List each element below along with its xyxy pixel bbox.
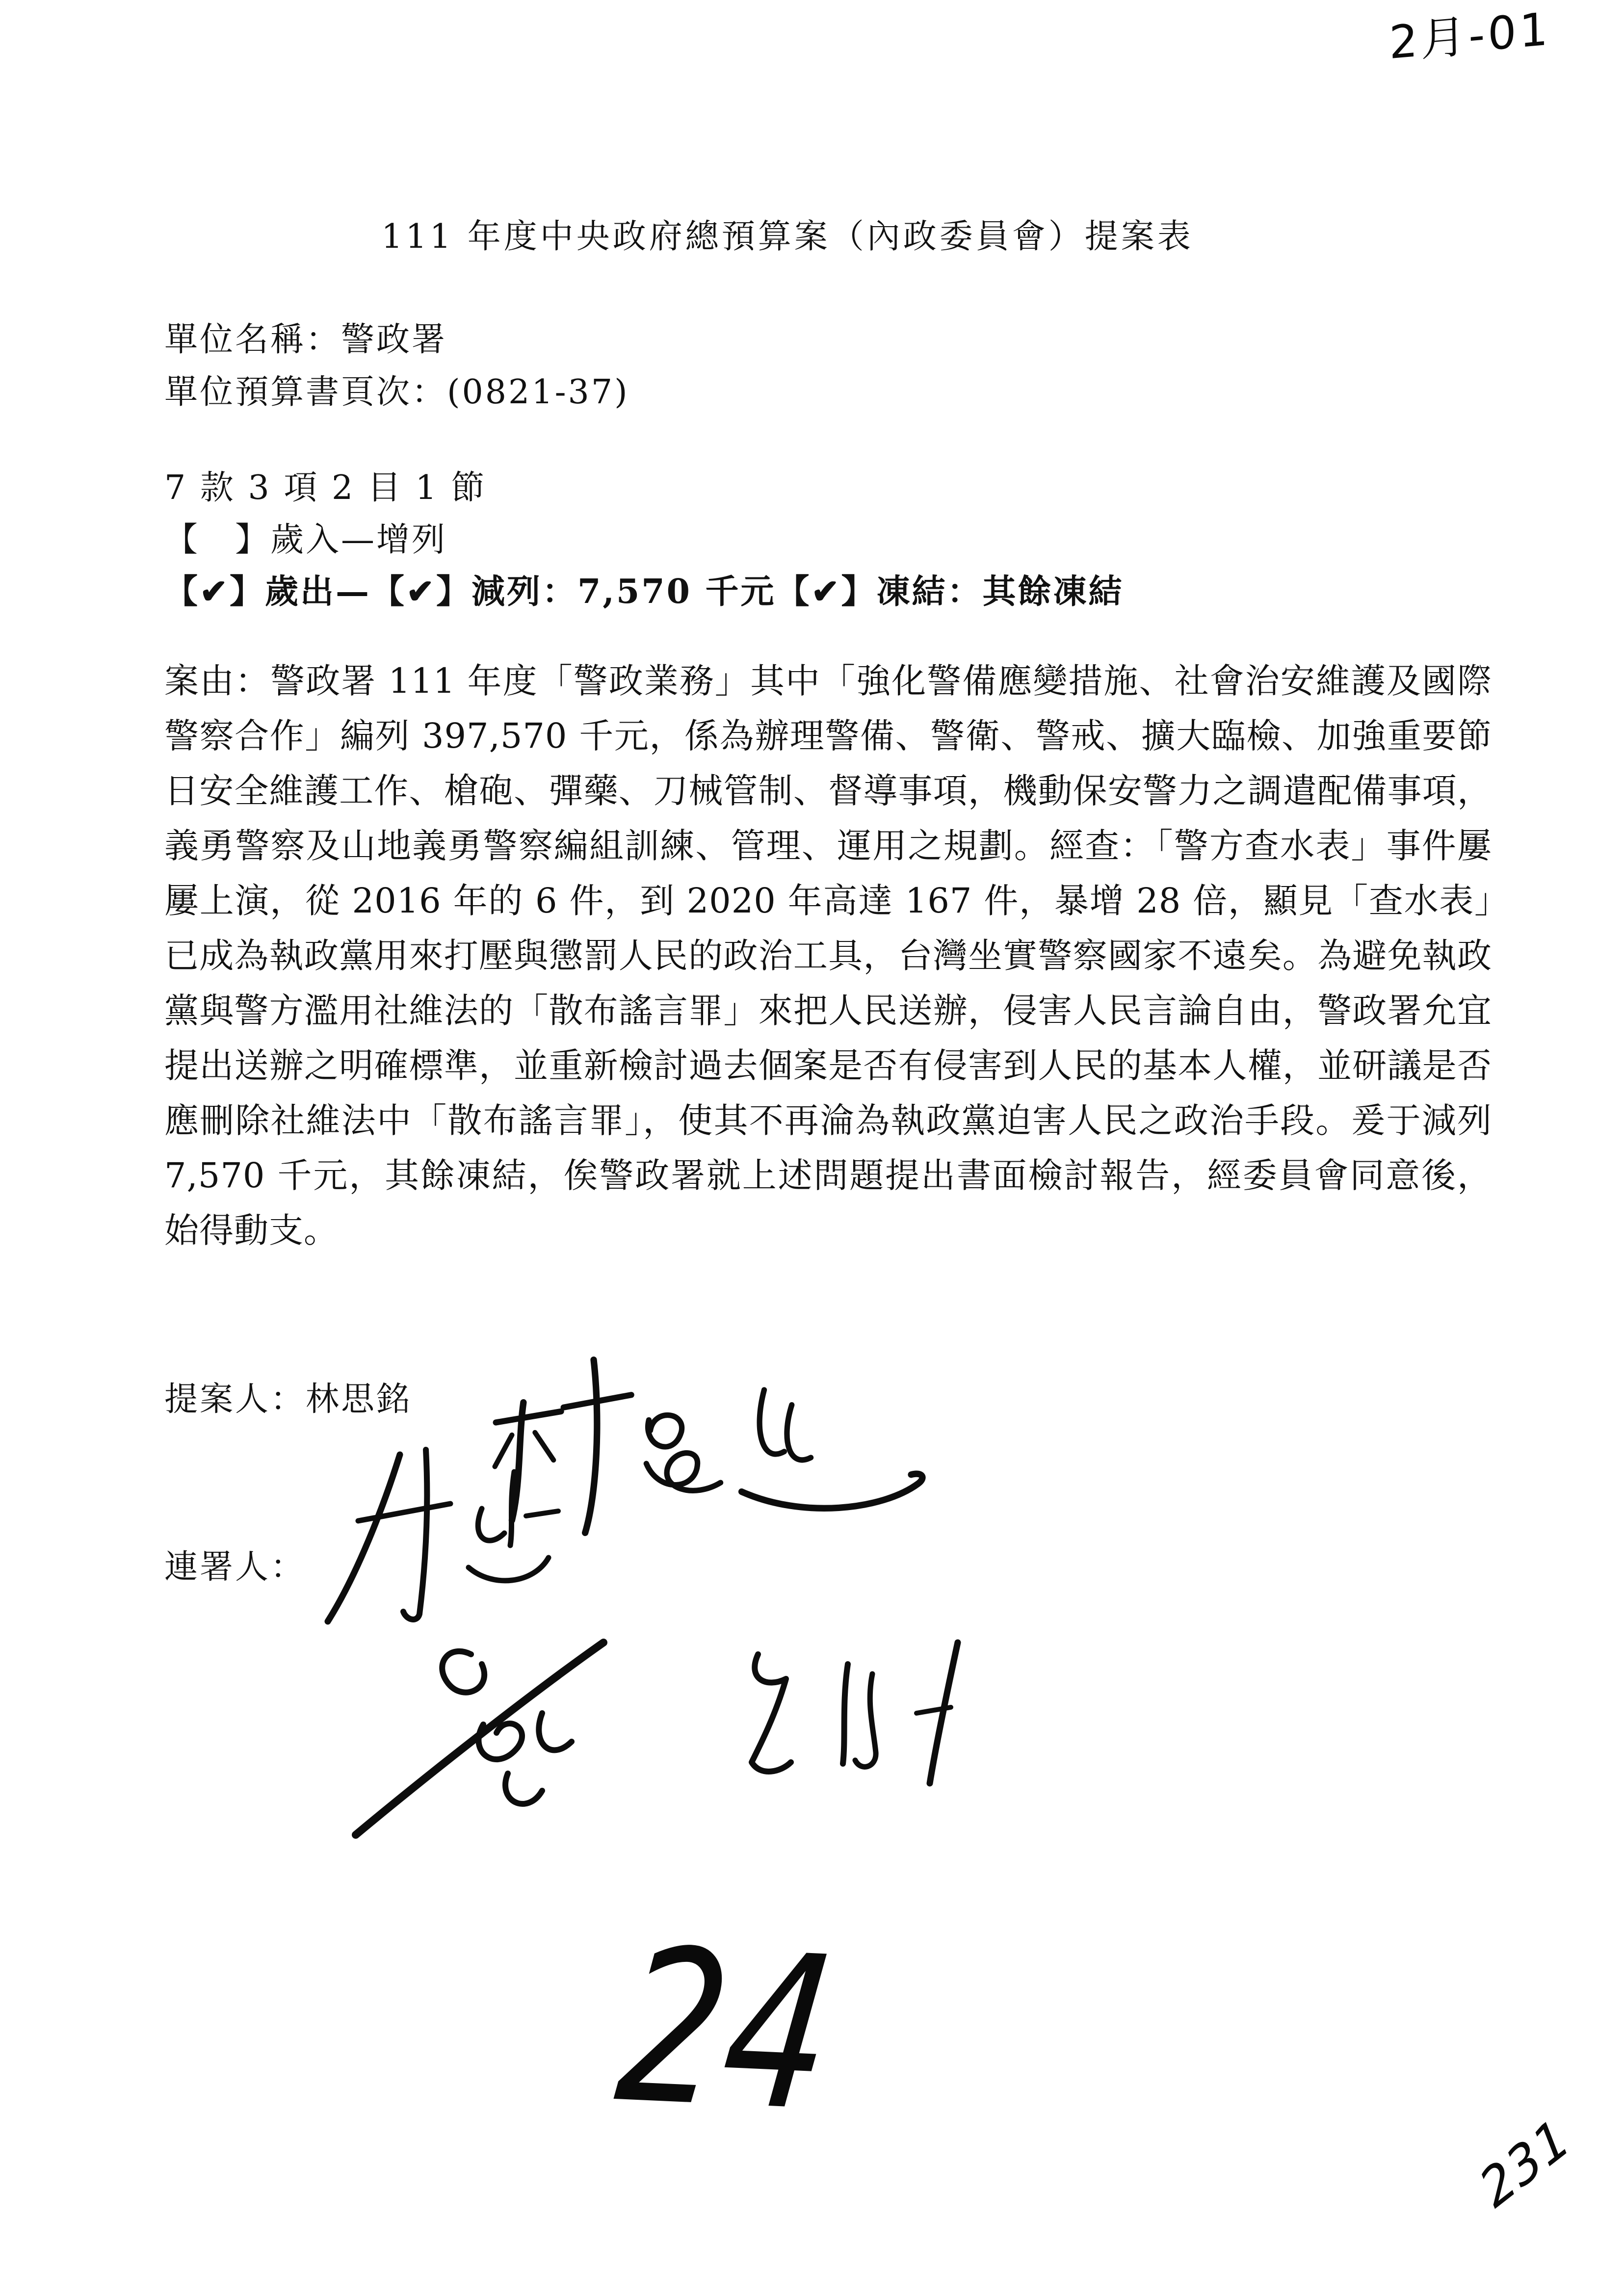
handwritten-page-number: 24 <box>606 1904 845 2158</box>
case-description-paragraph: 案由：警政署 111 年度「警政業務」其中「強化警備應變措施、社會治安維護及國際警察合作」編列 397,570 千元，係為辦理警備、警衛、警戒、擴大臨檢、加強重要節日安全維護工作、槍砲、彈藥、刀械管制、督導事項，機動保安警力之調遣配備事項，義勇警察及山地義勇警察編組訓練、管理、運用之規劃。經查：「警方查水表」事件屢屢上演，從 2016 年的 6 件，到 2020 年高達 167 件，暴增 28 倍，顯見「查水表」已成為執政黨用來打壓與懲罰人民的政治工具，台灣坐實警察國家不遠矣。為避免執政黨與警方濫用社維法的「散布謠言罪」來把人民送辦，侵害人民言論自由，警政署允宜提出送辦之明確標準，並重新檢討過去個案是否有侵害到人民的基本人權，並研議是否應刪除社維法中「散布謠言罪」，使其不再淪為執政黨迫害人民之政治手段。爰于減列 7,570 千元，其餘凍結，俟警政署就上述問題提出書面檢討報告，經委員會同意後，始得動支。 <box>164 661 1492 1251</box>
budget-item-line: 7 款 3 項 2 目 1 節 <box>164 469 487 507</box>
cosigner-signature-3 <box>716 1634 1006 1800</box>
handwritten-note-top-right: 2月-01 <box>1388 2 1551 70</box>
proposer-label: 提案人：林思銘 <box>164 1380 412 1419</box>
unit-budget-page-line: 單位預算書頁次：(0821-37) <box>164 373 629 412</box>
unit-name-line: 單位名稱：警政署 <box>164 320 447 359</box>
cosigner-signature-2 <box>319 1624 687 1845</box>
document-title: 111 年度中央政府總預算案（內政委員會）提案表 <box>381 217 1194 256</box>
cosigner-label: 連署人： <box>164 1548 306 1587</box>
cosigner-signature-1 <box>299 1442 584 1634</box>
revenue-checkbox-line: 【 】歲入—增列 <box>164 521 447 559</box>
handwritten-note-bottom-right: 231 <box>1469 2107 1581 2220</box>
expenditure-checkbox-line: 【✔】歲出—【✔】減列：7,570 千元【✔】凍結：其餘凍結 <box>164 572 1124 611</box>
